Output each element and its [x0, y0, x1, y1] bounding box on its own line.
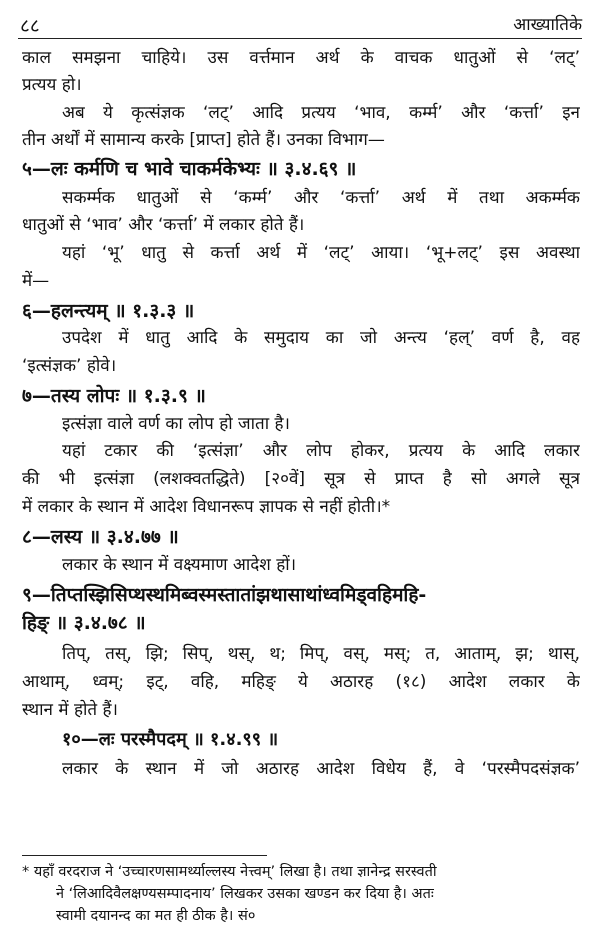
body-line: यहां ‘भू’ धातु से कर्त्ता अर्थ में ‘लट्’ आया। ‘भू+लट्’ इस अवस्था	[62, 243, 580, 263]
body-line: सकर्म्मक धातुओं से ‘कर्म्म’ और ‘कर्त्ता’ अर्थ में तथा अकर्म्मक	[62, 188, 580, 208]
body-line: लकार के स्थान में जो अठारह आदेश विधेय हैं, वे ‘परस्मैपदसंज्ञक’	[62, 759, 580, 779]
body-line: की भी इत्संज्ञा (लशक्वतद्धिते) [२०वें] सूत्र से प्राप्त है सो अगले सूत्र	[22, 469, 580, 489]
footnote-line: * यहाँ वरदराज ने ‘उच्चारणसामर्थ्याल्लस्य नेत्त्वम्’ लिखा है। तथा ज्ञानेन्द्र सरस्वती	[22, 864, 437, 880]
sutra-heading: ७—तस्य लोपः ॥ १.३.९ ॥	[22, 385, 206, 407]
body-line: तिप्, तस्, झि; सिप्, थस्, थ; मिप्, वस्, मस्; त, आताम्, झ; थास्,	[62, 644, 580, 664]
body-line: धातुओं से ‘भाव’ और ‘कर्त्ता’ में लकार होते हैं।	[22, 215, 305, 235]
page-header	[20, 8, 582, 40]
running-title: आख्यातिके	[513, 15, 582, 35]
body-line: आथाम्, ध्वम्; इट्, वहि, महिङ् ये अठारह (१८) आदेश लकार के	[22, 672, 580, 692]
body-line: इत्संज्ञा वाले वर्ण का लोप हो जाता है।	[62, 414, 291, 434]
header-rule	[18, 38, 582, 39]
body-line: उपदेश में धातु आदि के समुदाय का जो अन्त्य ‘हल्’ वर्ण है, वह	[62, 328, 580, 348]
body-line: तीन अर्थों में सामान्य करके [प्राप्त] होते हैं। उनका विभाग—	[22, 130, 385, 150]
body-line: ‘इत्संज्ञक’ होवे।	[22, 356, 117, 376]
body-line: काल समझना चाहिये। उस वर्त्तमान अर्थ के वाचक धातुओं से ‘लट्’	[22, 48, 580, 68]
sutra-heading: १०—लः परस्मैपदम् ॥ १.४.९९ ॥	[62, 729, 279, 750]
sutra-heading: ८—लस्य ॥ ३.४.७७ ॥	[22, 526, 179, 548]
footnote-rule	[22, 855, 267, 856]
sutra-heading: ५—लः कर्मणि च भावे चाकर्मकेभ्यः ॥ ३.४.६९ ॥	[22, 158, 357, 180]
footnote-line: स्वामी दयानन्द का मत ही ठीक है। सं०	[56, 908, 256, 924]
body-line: में लकार के स्थान में आदेश विधानरूप ज्ञापक से नहीं होती।*	[22, 497, 391, 517]
footnote-line: ने ‘लिआदिवैलक्षण्यसम्पादनाय’ लिखकर उसका खण्डन कर दिया है। अतः	[56, 886, 434, 902]
body-line: लकार के स्थान में वक्ष्यमाण आदेश हों।	[62, 555, 297, 575]
sutra-heading: हिङ् ॥ ३.४.७८ ॥	[22, 612, 146, 634]
body-line: में—	[22, 271, 50, 291]
body-line: अब ये कृत्संज्ञक ‘लट्’ आदि प्रत्यय ‘भाव, कर्म्म’ और ‘कर्त्ता’ इन	[62, 103, 580, 123]
body-line: स्थान में होते हैं।	[22, 700, 118, 720]
sutra-heading: ९—तिप्तस्झिसिप्थस्थमिब्वस्मस्तातांझथासाथांध्वमिड्वहिमहि-	[22, 584, 427, 606]
sutra-heading: ६—हलन्त्यम् ॥ १.३.३ ॥	[22, 300, 195, 322]
body-line: प्रत्यय हो।	[22, 75, 82, 95]
body-line: यहां टकार की ‘इत्संज्ञा’ और लोप होकर, प्रत्यय के आदि लकार	[62, 441, 580, 461]
page-number: ८८	[20, 15, 40, 37]
